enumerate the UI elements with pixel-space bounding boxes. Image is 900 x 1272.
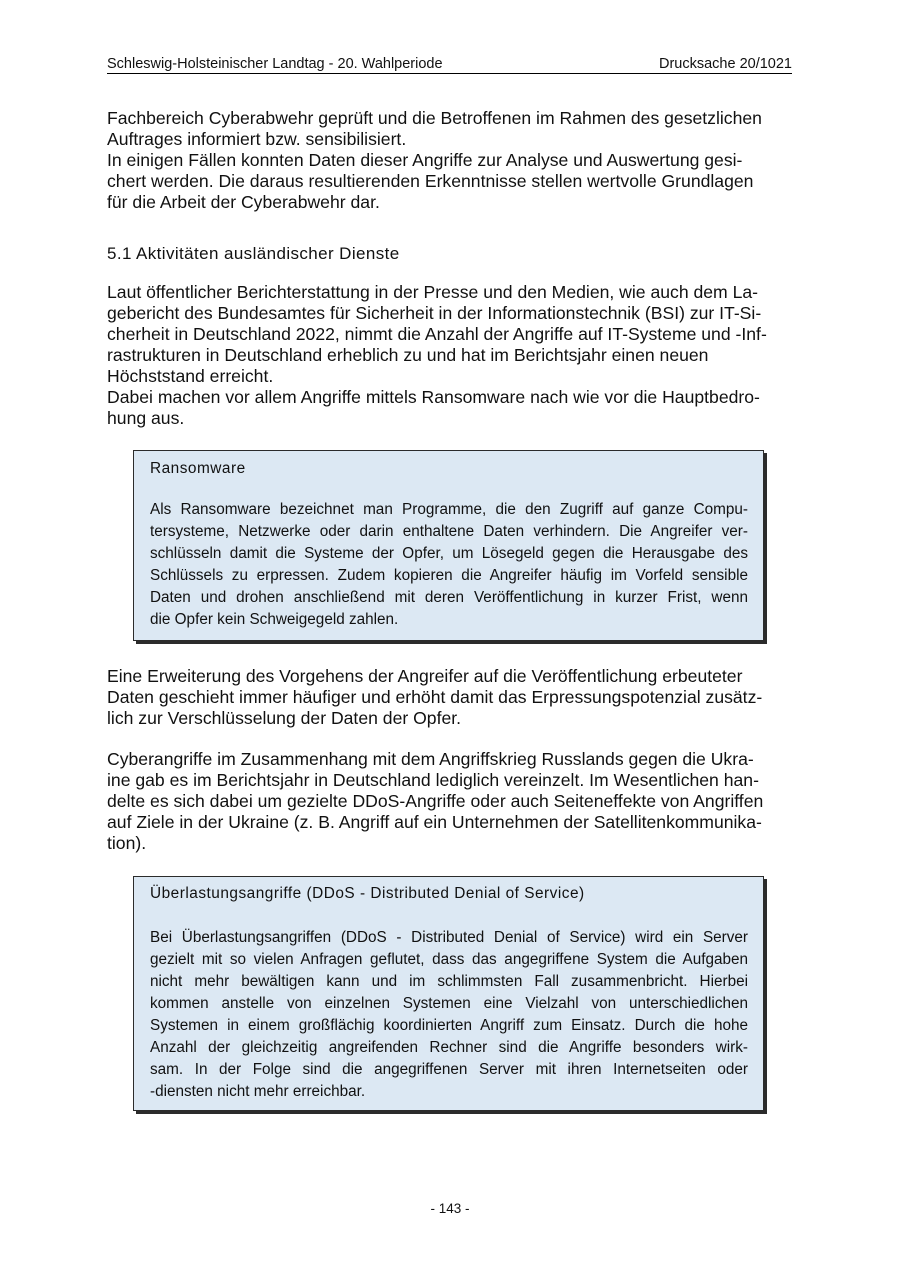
page-number: - 143 - [430, 1201, 470, 1216]
ddos-box-text: Bei Überlastungsangriffen (DDoS - Distributed Denial of Service) wird ein Server gezielt mit so vielen Anfragen geflutet, dass das angegriffene System die Aufgaben nicht mehr bewältigen kann und im schlimmsten Fall zusammenbricht. Hierbei kommen anstelle von einzelnen Systemen eine Vielzahl von unterschiedlichen Systemen in einem großflächig koordinierten Angriff zum Einsatz. Durch die hohe Anzahl der gleichzeitig angreifenden Rechner sind die Angriffe besonders wirk- sam. In der Folge sind die angegriffenen Server mit ihren Internetseiten oder -diensten nicht mehr erreichbar. [150, 929, 748, 1100]
ddos-info-box [133, 876, 764, 1111]
ransomware-info-box [133, 450, 764, 641]
paragraph-cyberabwehr: Fachbereich Cyberabwehr geprüft und die Betroffenen im Rahmen des gesetzlichen Auftrages informiert bzw. sensibilisiert. In einigen Fällen konnten Daten dieser Angriffe zur Analyse und Auswertung gesi- chert werden. Die daraus resultierenden Erkenntnisse stellen wertvolle Grundlagen für die Arbeit der Cyberabwehr dar. [107, 108, 762, 212]
paragraph-erpressung: Eine Erweiterung des Vorgehens der Angreifer auf die Veröffentlichung erbeuteter Daten geschieht immer häufiger und erhöht damit das Erpressungspotenzial zusätz- lich zur Verschlüsselung der Daten der Opfer. [107, 666, 763, 728]
section-heading: 5.1 Aktivitäten ausländischer Dienste [107, 244, 400, 263]
ddos-box-title: Überlastungsangriffe (DDoS - Distributed Denial of Service) [150, 885, 585, 902]
header-parliament: Schleswig-Holsteinischer Landtag - 20. Wahlperiode [107, 56, 443, 72]
header-document-number: Drucksache 20/1021 [659, 56, 792, 72]
ransomware-box-text: Als Ransomware bezeichnet man Programme, die den Zugriff auf ganze Compu- tersysteme, Netzwerke oder darin enthaltene Daten verhindern. Die Angreifer ver- schlüsseln damit die Systeme der Opfer, um Lösegeld gegen die Herausgabe des Schlüssels zu erpressen. Zudem kopieren die Angreifer häufig im Vorfeld sensible Daten und drohen anschließend mit deren Veröffentlichung in kurzer Frist, wenn die Opfer kein Schweigegeld zahlen. [150, 501, 748, 628]
paragraph-ukraine: Cyberangriffe im Zusammenhang mit dem Angriffskrieg Russlands gegen die Ukra- ine gab es im Berichtsjahr in Deutschland lediglich vereinzelt. Im Wesentlichen han- delte es sich dabei um gezielte DDoS-Angriffe oder auch Seiteneffekte von Angriffen auf Ziele in der Ukraine (z. B. Angriff auf ein Unternehmen der Satellitenkommunika- tion). [107, 749, 764, 853]
ransomware-box-title: Ransomware [150, 460, 246, 477]
page-header [107, 56, 792, 74]
paragraph-lagebericht: Laut öffentlicher Berichterstattung in der Presse und den Medien, wie auch dem La- gebericht des Bundesamtes für Sicherheit in der Informationstechnik (BSI) zur IT-Si- cherheit in Deutschland 2022, nimmt die Anzahl der Angriffe auf IT-Systeme und -Inf- rastrukturen in Deutschland erheblich zu und hat im Berichtsjahr einen neuen Höchststand erreicht. Dabei machen vor allem Angriffe mittels Ransomware nach wie vor die Hauptbedro- hung aus. [107, 282, 767, 428]
